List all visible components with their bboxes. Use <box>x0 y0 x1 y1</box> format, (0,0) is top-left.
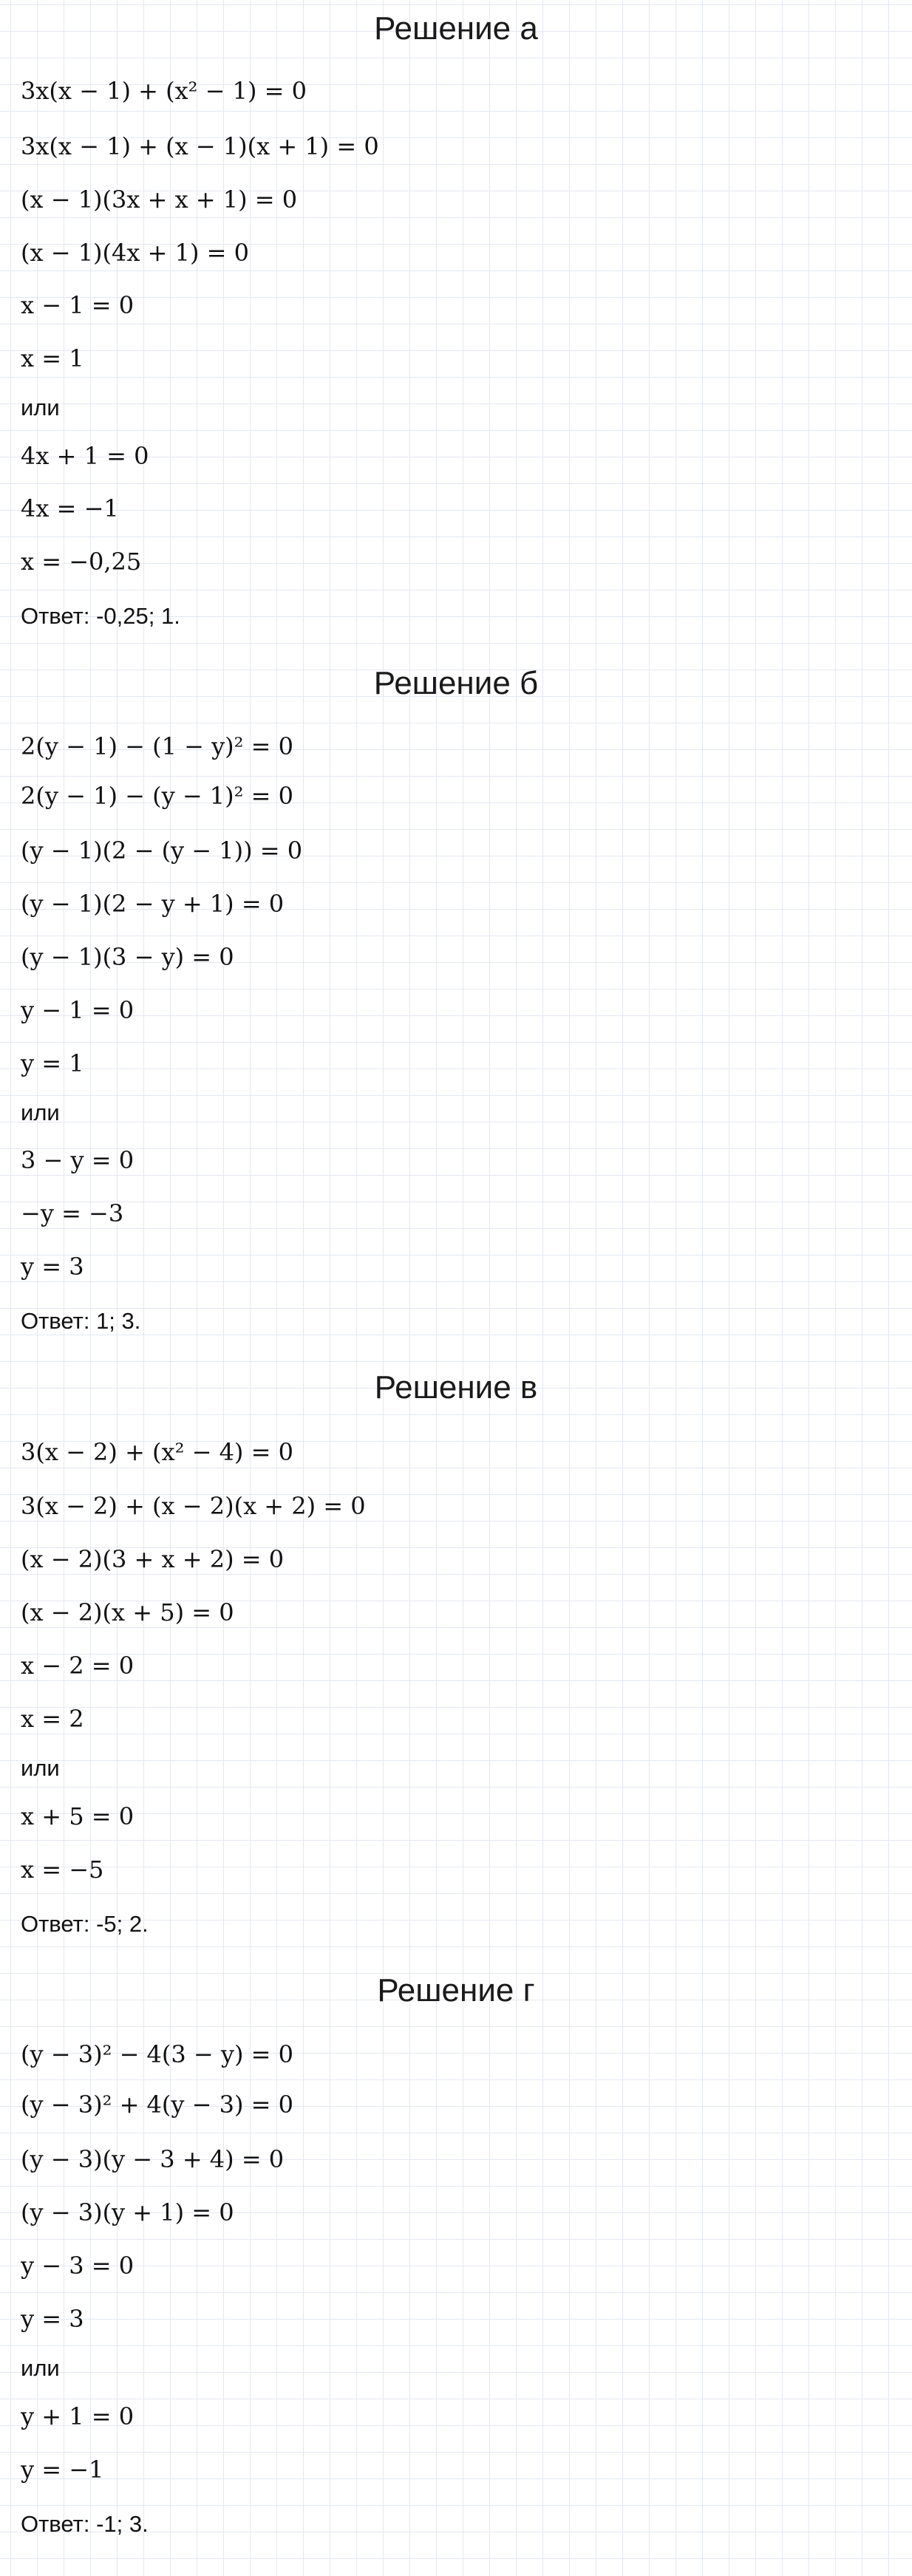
equation-line: x = 2 <box>21 1705 84 1733</box>
equation-line: x = 1 <box>21 344 84 372</box>
equation-line: (y − 3)² − 4(3 − y) = 0 <box>21 2040 293 2068</box>
equation-line: (x − 2)(x + 5) = 0 <box>21 1598 234 1626</box>
equation-line: (y − 3)(y + 1) = 0 <box>21 2198 234 2226</box>
equation-line: 4x + 1 = 0 <box>21 442 149 470</box>
or-word: или <box>21 1755 60 1781</box>
equation-line: y = 1 <box>21 1049 84 1077</box>
answer-line: Ответ: -1; 3. <box>21 2511 149 2537</box>
answer-line: Ответ: -0,25; 1. <box>21 603 180 629</box>
equation-line: 3(x − 2) + (x − 2)(x + 2) = 0 <box>21 1492 366 1520</box>
equation-line: (y − 1)(2 − y + 1) = 0 <box>21 890 285 918</box>
equation-line: −y = −3 <box>21 1199 124 1227</box>
equation-line: 3x(x − 1) + (x² − 1) = 0 <box>21 77 307 105</box>
equation-line: y = 3 <box>21 2305 84 2333</box>
equation-line: x + 5 = 0 <box>21 1802 135 1830</box>
equation-line: (x − 2)(3 + x + 2) = 0 <box>21 1545 285 1573</box>
equation-line: y = 3 <box>21 1253 84 1281</box>
equation-line: 2(y − 1) − (y − 1)² = 0 <box>21 782 293 810</box>
heading-solution-a: Решение а <box>374 10 538 47</box>
equation-line: (x − 1)(3x + x + 1) = 0 <box>21 185 298 214</box>
equation-line: y − 3 = 0 <box>21 2252 135 2280</box>
equation-line: (x − 1)(4x + 1) = 0 <box>21 239 249 267</box>
or-word: или <box>21 1100 60 1125</box>
equation-line: y + 1 = 0 <box>21 2402 135 2430</box>
or-word: или <box>21 395 60 420</box>
equation-line: x = −5 <box>21 1856 104 1884</box>
heading-solution-b: Решение б <box>373 665 539 701</box>
heading-solution-v: Решение в <box>374 1369 538 1405</box>
equation-line: y = −1 <box>21 2456 104 2484</box>
answer-line: Ответ: 1; 3. <box>21 1308 141 1334</box>
equation-line: (y − 1)(2 − (y − 1)) = 0 <box>21 836 303 865</box>
equation-line: x − 2 = 0 <box>21 1652 135 1680</box>
equation-line: 2(y − 1) − (1 − y)² = 0 <box>21 732 293 760</box>
equation-line: 3(x − 2) + (x² − 4) = 0 <box>21 1438 293 1466</box>
equation-line: (y − 3)² + 4(y − 3) = 0 <box>21 2091 293 2119</box>
equation-line: y − 1 = 0 <box>21 996 135 1024</box>
equation-line: x − 1 = 0 <box>21 291 135 319</box>
equation-line: 3x(x − 1) + (x − 1)(x + 1) = 0 <box>21 132 379 160</box>
heading-solution-g: Решение г <box>377 1972 535 2008</box>
equation-line: (y − 3)(y − 3 + 4) = 0 <box>21 2145 285 2173</box>
equation-line: x = −0,25 <box>21 548 142 576</box>
answer-line: Ответ: -5; 2. <box>21 1911 149 1937</box>
equation-line: 4x = −1 <box>21 494 119 522</box>
or-word: или <box>21 2355 60 2381</box>
equation-line: 3 − y = 0 <box>21 1146 135 1174</box>
equation-line: (y − 1)(3 − y) = 0 <box>21 943 234 971</box>
